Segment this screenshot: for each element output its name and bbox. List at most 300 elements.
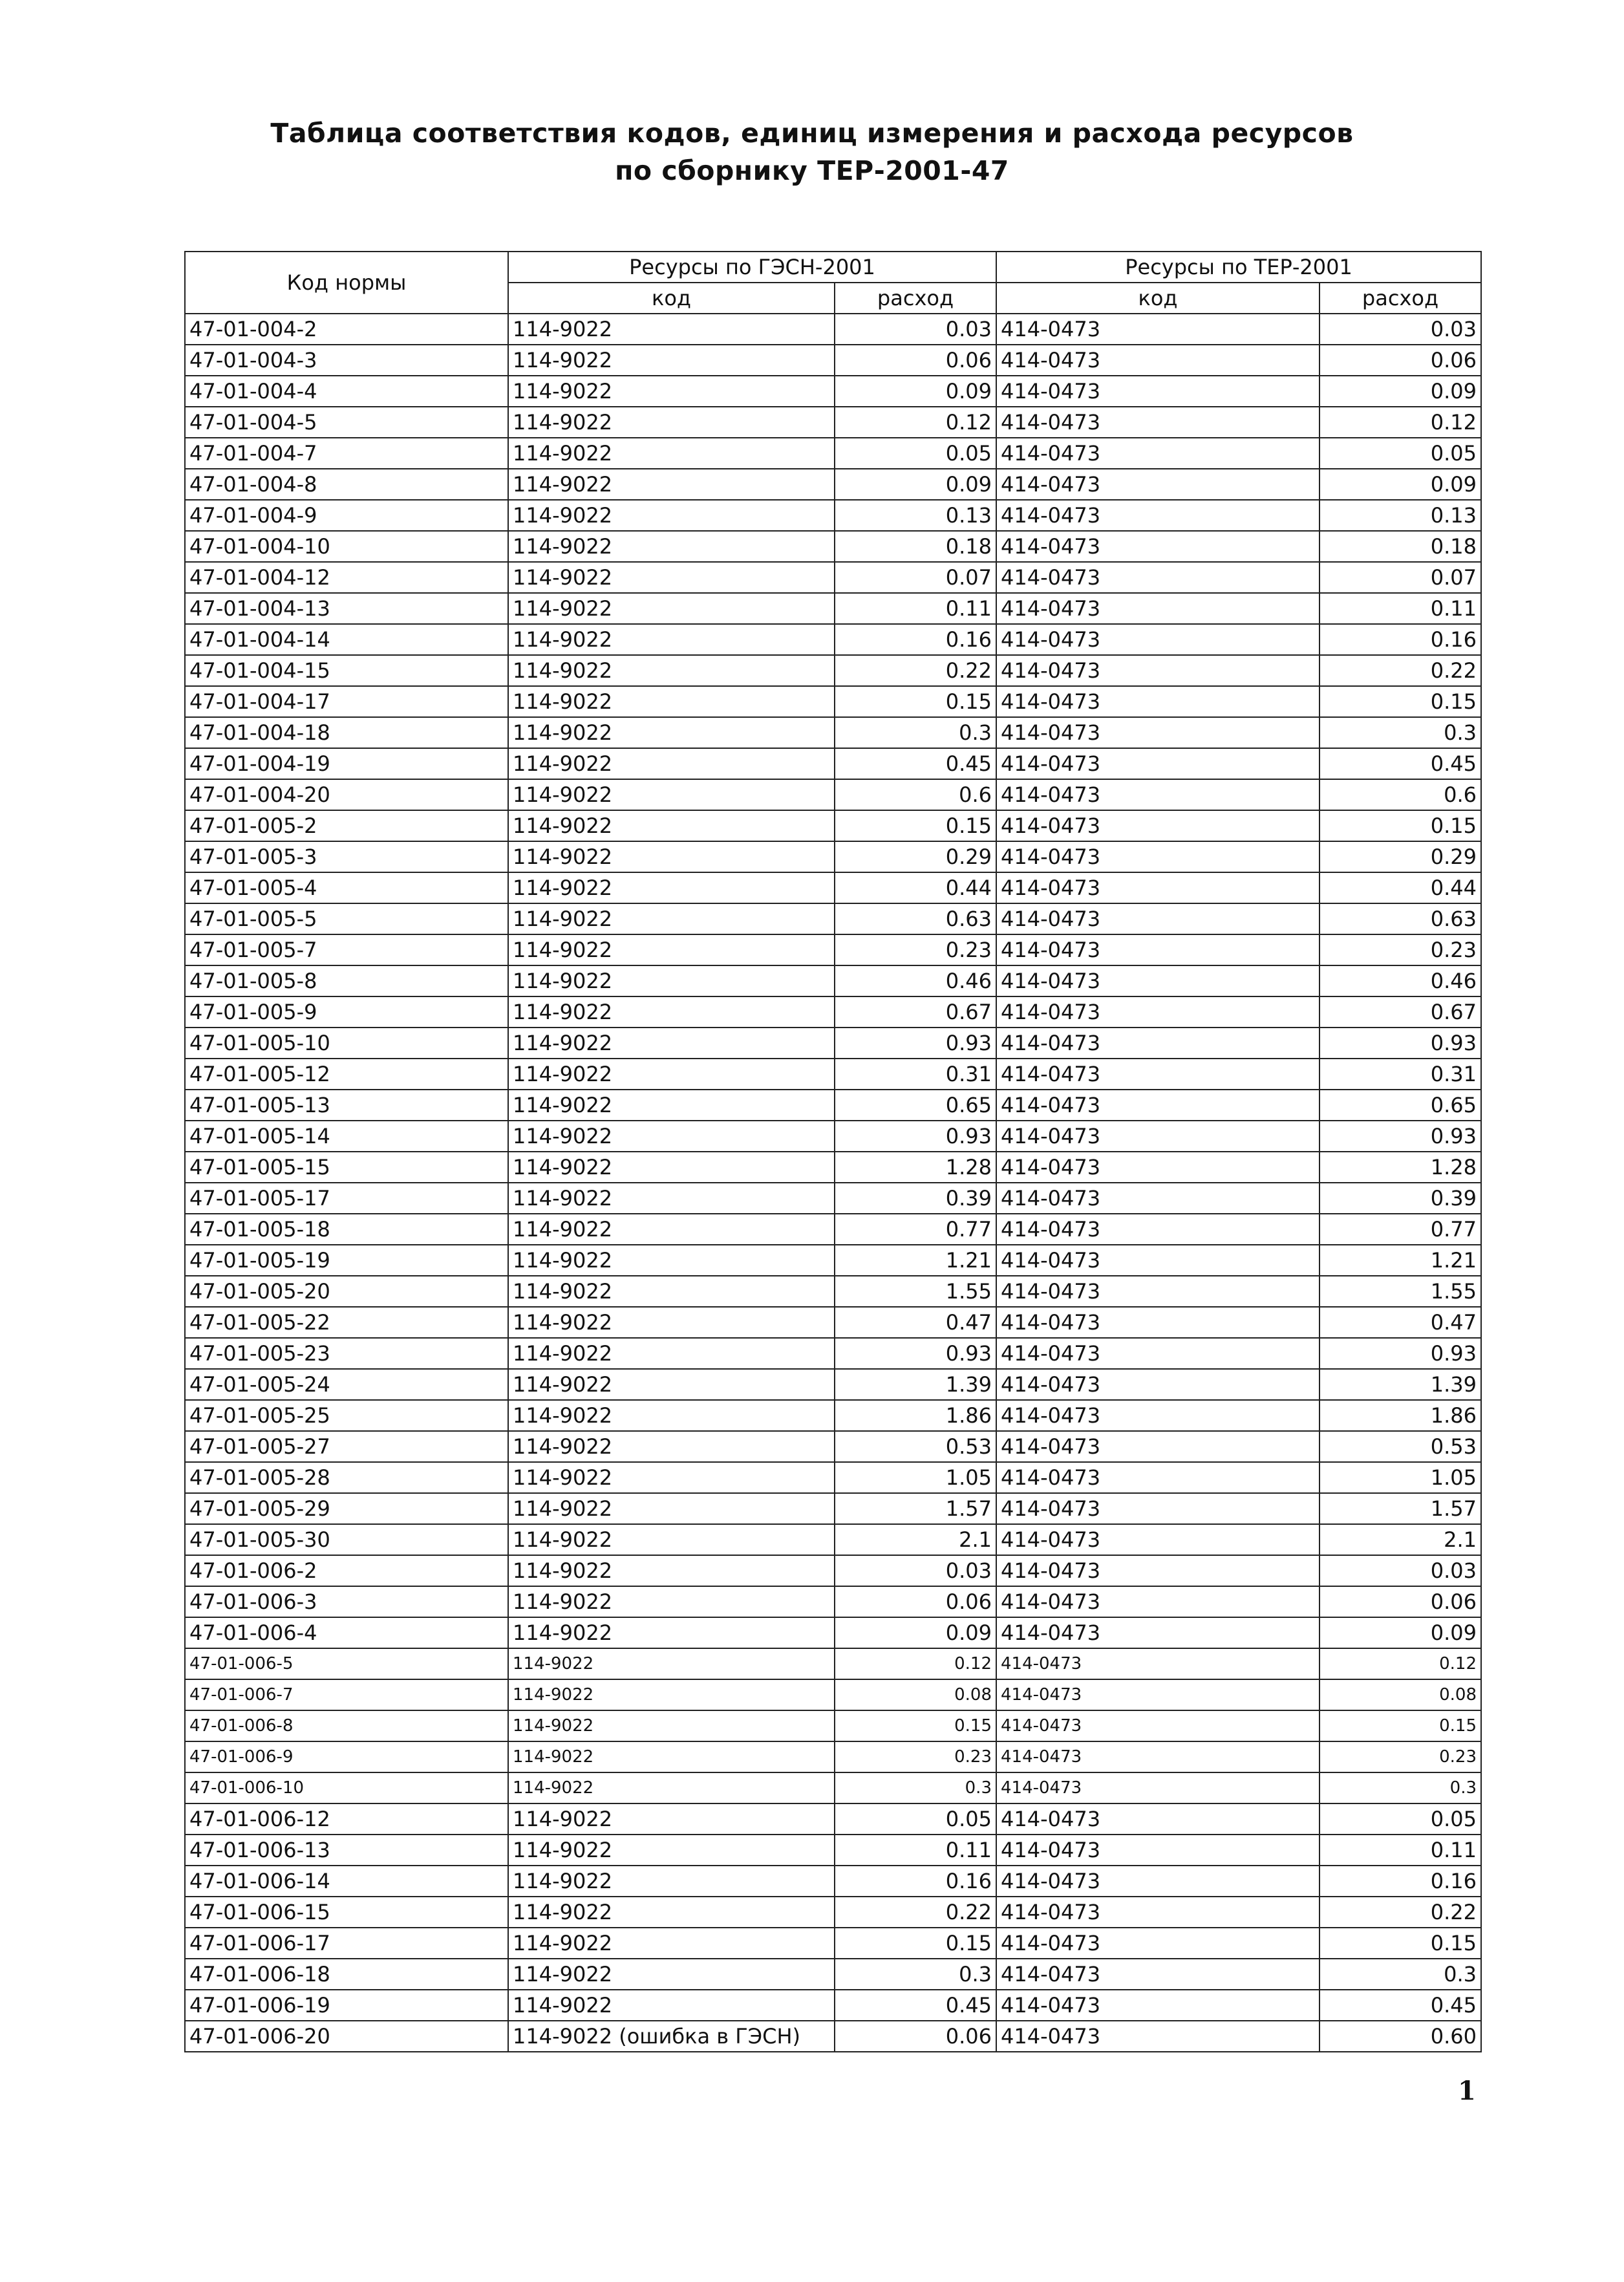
norm-code-cell: 47-01-006-10 [185,1772,508,1803]
table-row [185,1369,1481,1400]
gesn-amount-cell: 0.08 [835,1679,996,1710]
norm-code-cell: 47-01-005-8 [185,965,508,996]
gesn-amount-cell: 0.47 [835,1307,996,1338]
ter-amount-cell: 0.65 [1320,1090,1481,1121]
gesn-code-cell: 114-9022 [508,1245,835,1276]
ter-amount-cell: 0.18 [1320,531,1481,562]
table-row [185,1028,1481,1059]
table-row [185,872,1481,903]
norm-code-cell: 47-01-006-9 [185,1741,508,1772]
document-title-line-2: по сборнику ТЕР-2001-47 [615,155,1009,186]
table-row [185,1772,1481,1803]
ter-code-cell: 414-0473 [996,1772,1320,1803]
gesn-code-cell: 114-9022 [508,655,835,686]
gesn-code-cell: 114-9022 [508,345,835,376]
gesn-code-cell: 114-9022 [508,1183,835,1214]
gesn-amount-cell: 0.09 [835,376,996,407]
gesn-amount-cell: 1.28 [835,1152,996,1183]
ter-code-cell: 414-0473 [996,1369,1320,1400]
table-row [185,717,1481,748]
gesn-code-cell: 114-9022 [508,1152,835,1183]
table-row [185,1928,1481,1959]
gesn-amount-cell: 0.15 [835,1928,996,1959]
ter-amount-cell: 0.22 [1320,1897,1481,1928]
ter-amount-cell: 0.07 [1320,562,1481,593]
gesn-code-cell: 114-9022 [508,1431,835,1462]
ter-amount-cell: 0.05 [1320,438,1481,469]
gesn-code-cell: 114-9022 [508,562,835,593]
ter-amount-cell: 0.45 [1320,1990,1481,2021]
gesn-amount-cell: 0.3 [835,1959,996,1990]
ter-code-cell: 414-0473 [996,903,1320,934]
table-row [185,965,1481,996]
ter-amount-cell: 0.12 [1320,407,1481,438]
subheader-ter-amount: расход [1320,283,1481,314]
subheader-gesn-amount: расход [835,283,996,314]
ter-amount-cell: 0.16 [1320,1866,1481,1897]
gesn-amount-cell: 0.11 [835,1835,996,1866]
norm-code-cell: 47-01-005-12 [185,1059,508,1090]
table-row [185,376,1481,407]
ter-amount-cell: 0.03 [1320,1555,1481,1586]
gesn-amount-cell: 0.44 [835,872,996,903]
norm-code-cell: 47-01-005-14 [185,1121,508,1152]
ter-code-cell: 414-0473 [996,1586,1320,1617]
ter-code-cell: 414-0473 [996,438,1320,469]
ter-code-cell: 414-0473 [996,1028,1320,1059]
ter-amount-cell: 0.08 [1320,1679,1481,1710]
gesn-amount-cell: 0.63 [835,903,996,934]
ter-code-cell: 414-0473 [996,345,1320,376]
gesn-code-cell: 114-9022 [508,531,835,562]
gesn-amount-cell: 1.57 [835,1493,996,1524]
norm-code-cell: 47-01-004-5 [185,407,508,438]
ter-code-cell: 414-0473 [996,1090,1320,1121]
norm-code-cell: 47-01-004-17 [185,686,508,717]
gesn-code-cell: 114-9022 [508,965,835,996]
ter-amount-cell: 0.15 [1320,810,1481,841]
gesn-amount-cell: 0.03 [835,314,996,345]
gesn-amount-cell: 0.46 [835,965,996,996]
ter-code-cell: 414-0473 [996,469,1320,500]
gesn-code-cell: 114-9022 [508,314,835,345]
norm-code-cell: 47-01-004-14 [185,624,508,655]
gesn-amount-cell: 0.3 [835,717,996,748]
table-row [185,1835,1481,1866]
ter-amount-cell: 0.06 [1320,1586,1481,1617]
norm-code-cell: 47-01-006-17 [185,1928,508,1959]
header-norm-code: Код нормы [185,252,508,314]
gesn-code-cell: 114-9022 [508,1928,835,1959]
table-row [185,1400,1481,1431]
norm-code-cell: 47-01-004-15 [185,655,508,686]
gesn-amount-cell: 0.6 [835,779,996,810]
ter-amount-cell: 0.12 [1320,1648,1481,1679]
gesn-amount-cell: 1.86 [835,1400,996,1431]
gesn-code-cell: 114-9022 [508,996,835,1028]
gesn-code-cell: 114-9022 [508,903,835,934]
norm-code-cell: 47-01-005-7 [185,934,508,965]
table-row [185,810,1481,841]
norm-code-cell: 47-01-006-12 [185,1803,508,1835]
table-row [185,2021,1481,2052]
gesn-code-cell: 114-9022 [508,934,835,965]
ter-amount-cell: 0.29 [1320,841,1481,872]
ter-code-cell: 414-0473 [996,965,1320,996]
ter-code-cell: 414-0473 [996,562,1320,593]
ter-amount-cell: 0.93 [1320,1121,1481,1152]
norm-code-cell: 47-01-005-5 [185,903,508,934]
gesn-code-cell: 114-9022 [508,1493,835,1524]
subheader-ter-code: код [996,283,1320,314]
ter-code-cell: 414-0473 [996,1152,1320,1183]
gesn-code-cell: 114-9022 [508,1121,835,1152]
gesn-code-cell: 114-9022 [508,1338,835,1369]
table-row [185,1121,1481,1152]
table-row [185,1803,1481,1835]
gesn-amount-cell: 0.05 [835,438,996,469]
ter-code-cell: 414-0473 [996,1741,1320,1772]
table-row [185,934,1481,965]
gesn-code-cell: 114-9022 [508,438,835,469]
table-row [185,1183,1481,1214]
gesn-amount-cell: 0.93 [835,1121,996,1152]
table-row [185,562,1481,593]
norm-code-cell: 47-01-006-15 [185,1897,508,1928]
table-row [185,1493,1481,1524]
table-row [185,655,1481,686]
table-row [185,1245,1481,1276]
ter-code-cell: 414-0473 [996,810,1320,841]
norm-code-cell: 47-01-004-4 [185,376,508,407]
table-row [185,841,1481,872]
norm-code-cell: 47-01-005-23 [185,1338,508,1369]
gesn-amount-cell: 0.22 [835,655,996,686]
ter-amount-cell: 0.13 [1320,500,1481,531]
gesn-code-cell: 114-9022 [508,1710,835,1741]
ter-amount-cell: 1.05 [1320,1462,1481,1493]
table-row [185,1617,1481,1648]
ter-code-cell: 414-0473 [996,655,1320,686]
gesn-code-cell: 114-9022 [508,1772,835,1803]
gesn-amount-cell: 0.06 [835,345,996,376]
norm-code-cell: 47-01-005-10 [185,1028,508,1059]
ter-amount-cell: 0.93 [1320,1028,1481,1059]
gesn-code-cell: 114-9022 [508,1090,835,1121]
ter-code-cell: 414-0473 [996,1679,1320,1710]
ter-code-cell: 414-0473 [996,1183,1320,1214]
table-row [185,1431,1481,1462]
ter-code-cell: 414-0473 [996,1245,1320,1276]
ter-code-cell: 414-0473 [996,841,1320,872]
norm-code-cell: 47-01-004-19 [185,748,508,779]
table-row [185,469,1481,500]
table-row [185,1866,1481,1897]
ter-code-cell: 414-0473 [996,1928,1320,1959]
norm-code-cell: 47-01-004-7 [185,438,508,469]
ter-amount-cell: 1.86 [1320,1400,1481,1431]
ter-amount-cell: 0.03 [1320,314,1481,345]
ter-amount-cell: 0.39 [1320,1183,1481,1214]
ter-code-cell: 414-0473 [996,1121,1320,1152]
gesn-amount-cell: 0.07 [835,562,996,593]
gesn-amount-cell: 0.12 [835,407,996,438]
table-row [185,1059,1481,1090]
ter-code-cell: 414-0473 [996,1462,1320,1493]
gesn-code-cell: 114-9022 [508,748,835,779]
ter-amount-cell: 0.05 [1320,1803,1481,1835]
table-row [185,1990,1481,2021]
norm-code-cell: 47-01-004-2 [185,314,508,345]
table-row [185,345,1481,376]
gesn-amount-cell: 0.45 [835,748,996,779]
ter-amount-cell: 0.93 [1320,1338,1481,1369]
ter-amount-cell: 1.39 [1320,1369,1481,1400]
gesn-code-cell: 114-9022 [508,407,835,438]
gesn-amount-cell: 0.16 [835,624,996,655]
ter-amount-cell: 1.21 [1320,1245,1481,1276]
table-row [185,903,1481,934]
ter-amount-cell: 0.15 [1320,686,1481,717]
ter-code-cell: 414-0473 [996,1493,1320,1524]
gesn-amount-cell: 0.77 [835,1214,996,1245]
norm-code-cell: 47-01-005-9 [185,996,508,1028]
gesn-amount-cell: 0.39 [835,1183,996,1214]
gesn-code-cell: 114-9022 [508,1462,835,1493]
gesn-amount-cell: 1.05 [835,1462,996,1493]
norm-code-cell: 47-01-005-13 [185,1090,508,1121]
table-row [185,1741,1481,1772]
gesn-amount-cell: 0.09 [835,1617,996,1648]
gesn-amount-cell: 0.05 [835,1803,996,1835]
ter-code-cell: 414-0473 [996,717,1320,748]
gesn-code-cell: 114-9022 [508,469,835,500]
header-gesn-resources: Ресурсы по ГЭСН-2001 [508,252,996,283]
gesn-amount-cell: 0.65 [835,1090,996,1121]
table-row [185,1338,1481,1369]
ter-code-cell: 414-0473 [996,1959,1320,1990]
gesn-code-cell: 114-9022 [508,1276,835,1307]
norm-code-cell: 47-01-006-4 [185,1617,508,1648]
gesn-code-cell: 114-9022 [508,1897,835,1928]
ter-amount-cell: 0.23 [1320,1741,1481,1772]
table-row [185,314,1481,345]
ter-code-cell: 414-0473 [996,407,1320,438]
gesn-amount-cell: 1.21 [835,1245,996,1276]
ter-code-cell: 414-0473 [996,1866,1320,1897]
subheader-gesn-code: код [508,283,835,314]
ter-code-cell: 414-0473 [996,872,1320,903]
gesn-amount-cell: 1.39 [835,1369,996,1400]
ter-amount-cell: 0.67 [1320,996,1481,1028]
norm-code-cell: 47-01-005-18 [185,1214,508,1245]
table-row [185,1152,1481,1183]
norm-code-cell: 47-01-004-20 [185,779,508,810]
ter-code-cell: 414-0473 [996,376,1320,407]
ter-amount-cell: 0.15 [1320,1928,1481,1959]
gesn-code-cell: 114-9022 [508,779,835,810]
gesn-code-cell: 114-9022 [508,1741,835,1772]
ter-code-cell: 414-0473 [996,934,1320,965]
gesn-code-cell: 114-9022 [508,1369,835,1400]
ter-amount-cell: 0.09 [1320,469,1481,500]
gesn-code-cell: 114-9022 [508,1835,835,1866]
ter-code-cell: 414-0473 [996,1835,1320,1866]
gesn-amount-cell: 0.23 [835,934,996,965]
ter-code-cell: 414-0473 [996,1524,1320,1555]
gesn-code-cell: 114-9022 [508,1586,835,1617]
ter-code-cell: 414-0473 [996,779,1320,810]
table-row [185,500,1481,531]
ter-code-cell: 414-0473 [996,1059,1320,1090]
table-row [185,748,1481,779]
ter-code-cell: 414-0473 [996,593,1320,624]
ter-amount-cell: 0.23 [1320,934,1481,965]
ter-amount-cell: 0.60 [1320,2021,1481,2052]
ter-amount-cell: 2.1 [1320,1524,1481,1555]
table-row [185,1090,1481,1121]
table-row [185,1959,1481,1990]
table-row [185,1555,1481,1586]
norm-code-cell: 47-01-004-13 [185,593,508,624]
table-row [185,1648,1481,1679]
ter-amount-cell: 0.06 [1320,345,1481,376]
norm-code-cell: 47-01-005-19 [185,1245,508,1276]
gesn-amount-cell: 0.06 [835,1586,996,1617]
gesn-amount-cell: 0.93 [835,1338,996,1369]
norm-code-cell: 47-01-005-3 [185,841,508,872]
ter-amount-cell: 1.28 [1320,1152,1481,1183]
gesn-code-cell: 114-9022 [508,1959,835,1990]
gesn-amount-cell: 0.3 [835,1772,996,1803]
ter-amount-cell: 0.3 [1320,717,1481,748]
norm-code-cell: 47-01-005-20 [185,1276,508,1307]
ter-code-cell: 414-0473 [996,1214,1320,1245]
gesn-code-cell: 114-9022 [508,1214,835,1245]
gesn-code-cell: 114-9022 [508,1866,835,1897]
gesn-code-cell: 114-9022 [508,810,835,841]
table-row [185,1214,1481,1245]
norm-code-cell: 47-01-006-19 [185,1990,508,2021]
ter-code-cell: 414-0473 [996,1710,1320,1741]
ter-amount-cell: 0.22 [1320,655,1481,686]
gesn-code-cell: 114-9022 [508,1803,835,1835]
ter-code-cell: 414-0473 [996,1897,1320,1928]
norm-code-cell: 47-01-005-29 [185,1493,508,1524]
ter-amount-cell: 0.3 [1320,1772,1481,1803]
ter-code-cell: 414-0473 [996,500,1320,531]
gesn-code-cell: 114-9022 [508,686,835,717]
ter-code-cell: 414-0473 [996,2021,1320,2052]
table-row [185,1897,1481,1928]
gesn-code-cell: 114-9022 [508,376,835,407]
norm-code-cell: 47-01-005-30 [185,1524,508,1555]
gesn-code-cell: 114-9022 [508,717,835,748]
ter-code-cell: 414-0473 [996,531,1320,562]
gesn-amount-cell: 2.1 [835,1524,996,1555]
gesn-code-cell: 114-9022 [508,1990,835,2021]
gesn-amount-cell: 0.12 [835,1648,996,1679]
norm-code-cell: 47-01-005-2 [185,810,508,841]
gesn-code-cell: 114-9022 [508,1307,835,1338]
gesn-code-cell: 114-9022 [508,1555,835,1586]
table-row [185,996,1481,1028]
gesn-amount-cell: 0.93 [835,1028,996,1059]
document-title-line-1: Таблица соответствия кодов, единиц измерения и расхода ресурсов [270,118,1354,149]
ter-code-cell: 414-0473 [996,1555,1320,1586]
ter-code-cell: 414-0473 [996,1307,1320,1338]
gesn-amount-cell: 0.15 [835,810,996,841]
gesn-amount-cell: 0.13 [835,500,996,531]
gesn-code-cell: 114-9022 [508,1524,835,1555]
table-row [185,779,1481,810]
gesn-amount-cell: 0.23 [835,1741,996,1772]
ter-amount-cell: 0.46 [1320,965,1481,996]
norm-code-cell: 47-01-005-28 [185,1462,508,1493]
norm-code-cell: 47-01-006-5 [185,1648,508,1679]
table-row [185,1276,1481,1307]
page-number: 1 [1458,2076,1476,2106]
gesn-amount-cell: 0.53 [835,1431,996,1462]
gesn-code-cell: 114-9022 [508,624,835,655]
ter-amount-cell: 1.55 [1320,1276,1481,1307]
ter-code-cell: 414-0473 [996,624,1320,655]
table-row [185,438,1481,469]
ter-amount-cell: 0.77 [1320,1214,1481,1245]
norm-code-cell: 47-01-004-9 [185,500,508,531]
ter-code-cell: 414-0473 [996,1276,1320,1307]
ter-amount-cell: 0.31 [1320,1059,1481,1090]
gesn-amount-cell: 0.22 [835,1897,996,1928]
ter-amount-cell: 0.3 [1320,1959,1481,1990]
gesn-code-cell: 114-9022 [508,1648,835,1679]
ter-amount-cell: 0.09 [1320,376,1481,407]
table-body [185,314,1481,2052]
norm-code-cell: 47-01-005-22 [185,1307,508,1338]
gesn-amount-cell: 0.03 [835,1555,996,1586]
norm-code-cell: 47-01-006-14 [185,1866,508,1897]
gesn-amount-cell: 0.11 [835,593,996,624]
ter-amount-cell: 0.11 [1320,1835,1481,1866]
ter-amount-cell: 0.16 [1320,624,1481,655]
gesn-amount-cell: 1.55 [835,1276,996,1307]
norm-code-cell: 47-01-004-8 [185,469,508,500]
ter-code-cell: 414-0473 [996,1648,1320,1679]
gesn-amount-cell: 0.15 [835,1710,996,1741]
ter-code-cell: 414-0473 [996,1338,1320,1369]
gesn-code-cell: 114-9022 [508,841,835,872]
norm-code-cell: 47-01-006-20 [185,2021,508,2052]
ter-amount-cell: 0.15 [1320,1710,1481,1741]
ter-code-cell: 414-0473 [996,1400,1320,1431]
ter-code-cell: 414-0473 [996,1431,1320,1462]
gesn-amount-cell: 0.16 [835,1866,996,1897]
gesn-amount-cell: 0.31 [835,1059,996,1090]
table-row [185,1679,1481,1710]
ter-code-cell: 414-0473 [996,996,1320,1028]
table-row [185,1307,1481,1338]
ter-code-cell: 414-0473 [996,748,1320,779]
norm-code-cell: 47-01-006-13 [185,1835,508,1866]
table-row [185,624,1481,655]
gesn-amount-cell: 0.29 [835,841,996,872]
norm-code-cell: 47-01-005-24 [185,1369,508,1400]
ter-amount-cell: 1.57 [1320,1493,1481,1524]
gesn-code-cell: 114-9022 [508,872,835,903]
gesn-code-cell: 114-9022 [508,500,835,531]
gesn-amount-cell: 0.06 [835,2021,996,2052]
norm-code-cell: 47-01-004-12 [185,562,508,593]
